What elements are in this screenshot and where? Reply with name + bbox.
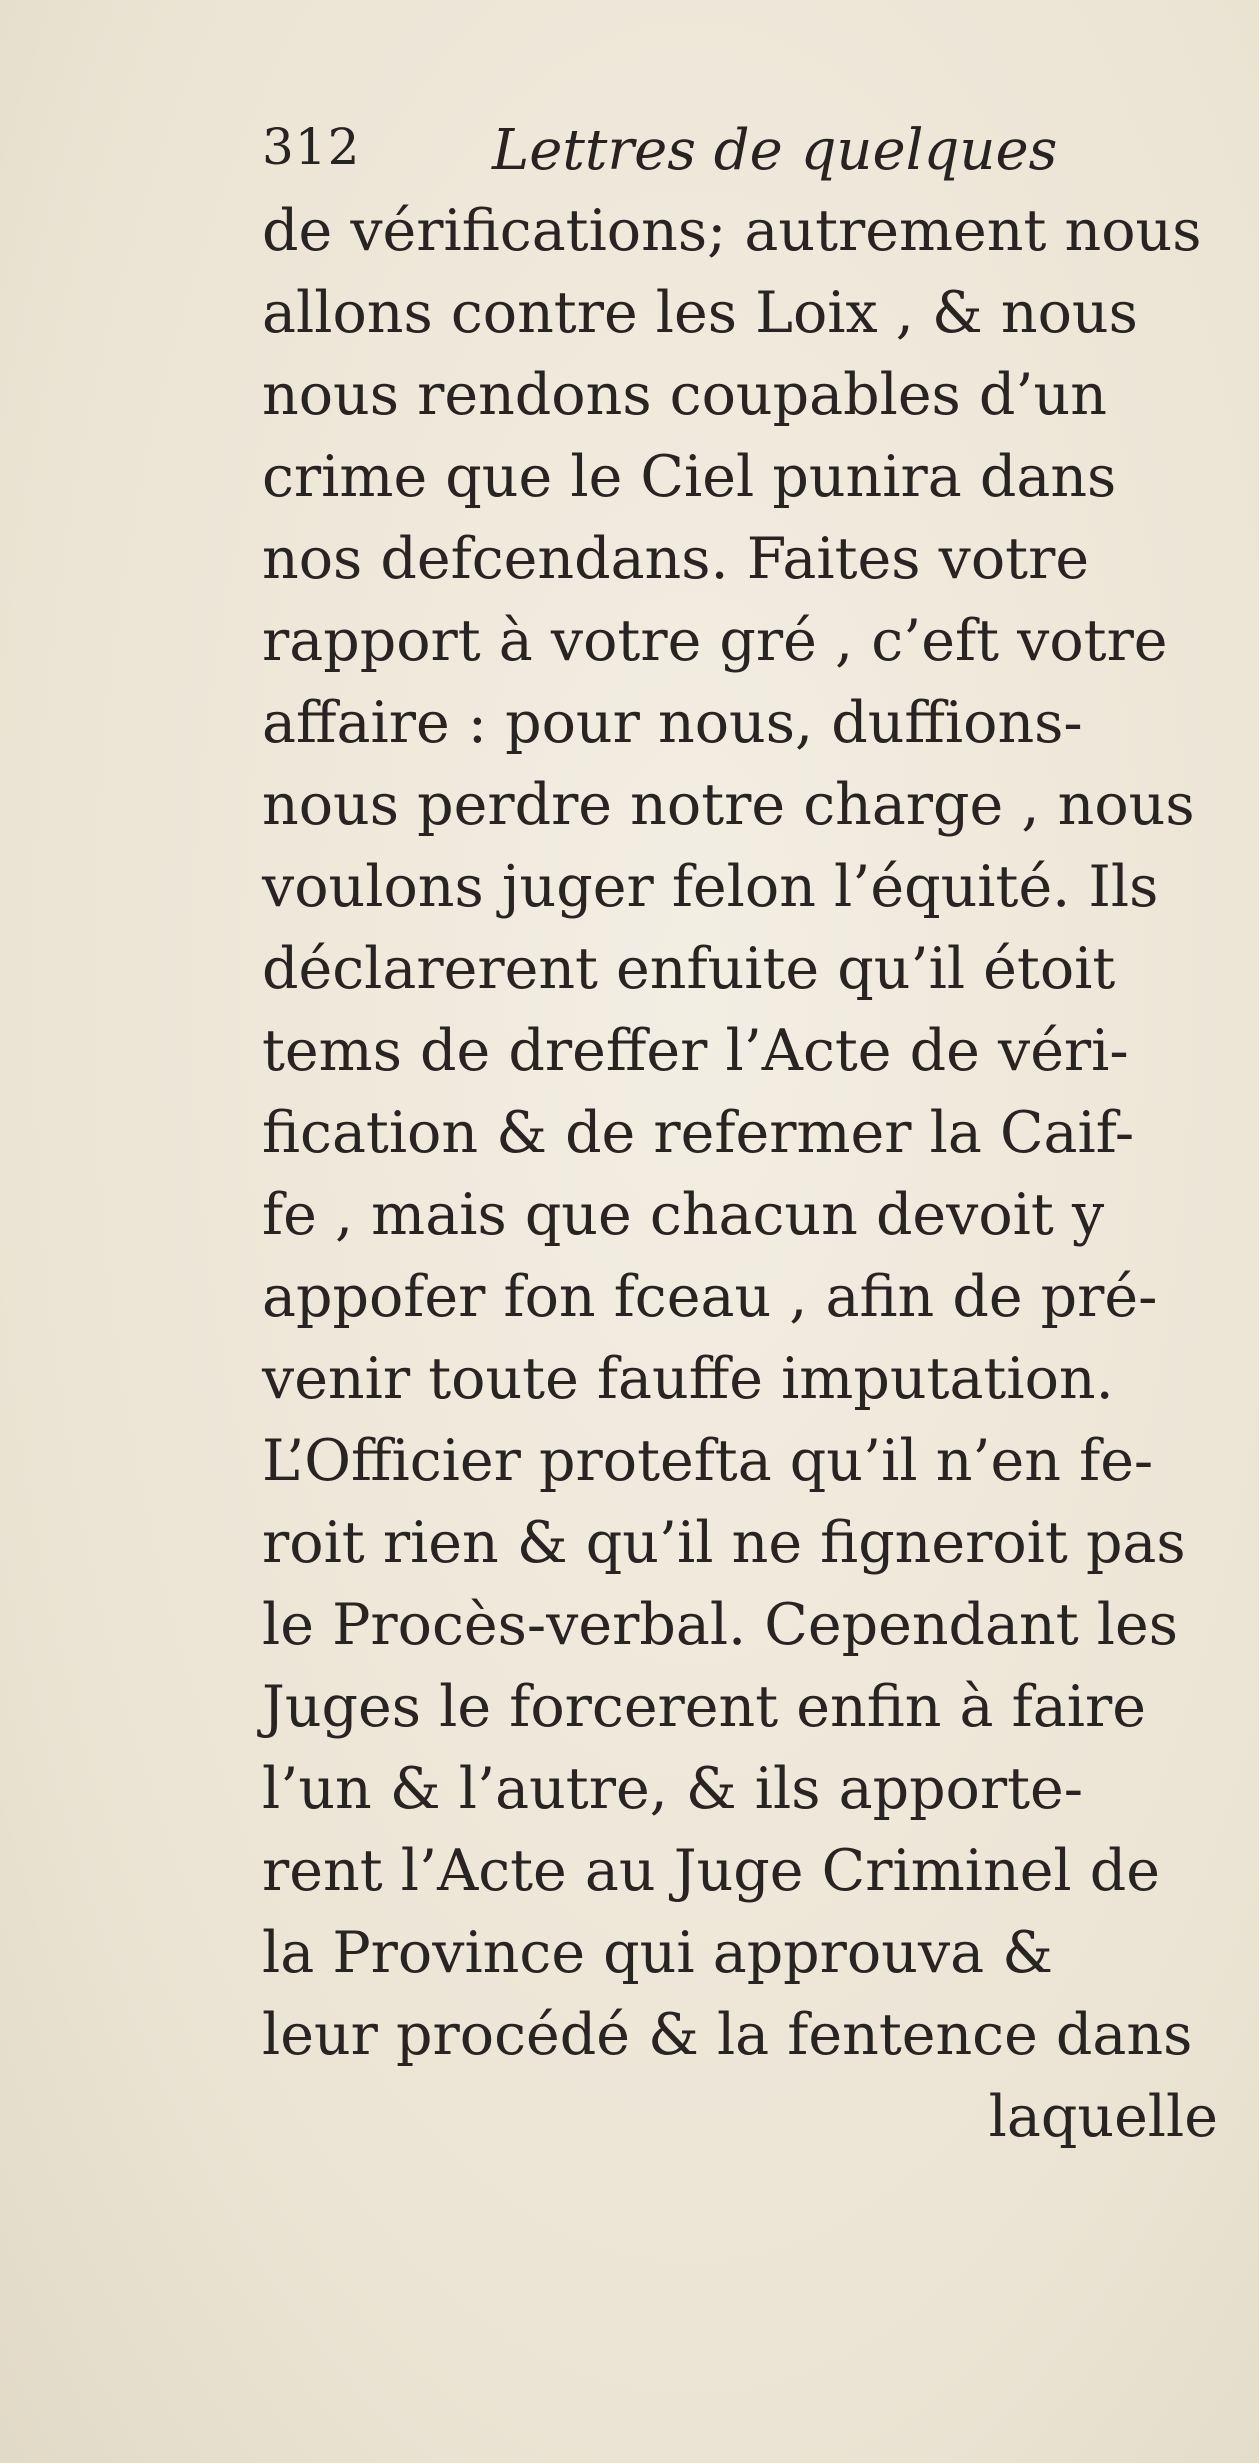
page-number: 312 bbox=[262, 118, 361, 176]
text-line: nous rendons coupables d’un bbox=[262, 362, 1107, 428]
text-line: la Province qui approuva & bbox=[262, 1920, 1053, 1986]
text-line: roit rien & qu’il ne figneroit pas bbox=[262, 1510, 1186, 1576]
catchword: laquelle bbox=[988, 2084, 1218, 2150]
text-line: de vérifications; autrement nous bbox=[262, 198, 1202, 264]
text-line: rapport à votre gré , c’eft votre bbox=[262, 608, 1168, 674]
text-line: l’un & l’autre, & ils apporte- bbox=[262, 1756, 1084, 1822]
text-line: tems de dreffer l’Acte de véri- bbox=[262, 1018, 1129, 1084]
text-line: déclarerent enfuite qu’il étoit bbox=[262, 936, 1116, 1002]
text-line: voulons juger felon l’équité. Ils bbox=[262, 854, 1159, 920]
text-line: appofer fon fceau , afin de pré- bbox=[262, 1264, 1158, 1330]
text-line: affaire : pour nous, duffions- bbox=[262, 690, 1083, 756]
text-line: allons contre les Loix , & nous bbox=[262, 280, 1138, 346]
text-line: L’Officier protefta qu’il n’en fe- bbox=[262, 1428, 1154, 1494]
text-line: fe , mais que chacun devoit y bbox=[262, 1182, 1105, 1248]
text-line: Juges le forcerent enfin à faire bbox=[262, 1674, 1146, 1740]
text-line: nos defcendans. Faites votre bbox=[262, 526, 1090, 592]
text-line: fication & de refermer la Caif- bbox=[262, 1100, 1135, 1166]
running-head: Lettres de quelques bbox=[492, 118, 1058, 183]
text-line: venir toute fauffe imputation. bbox=[262, 1346, 1114, 1412]
body-text bbox=[262, 190, 1252, 2158]
text-line: rent l’Acte au Juge Criminel de bbox=[262, 1838, 1161, 1904]
text-line: crime que le Ciel punira dans bbox=[262, 444, 1117, 510]
text-line: leur procédé & la fentence dans bbox=[262, 2002, 1193, 2068]
text-line: le Procès-verbal. Cependant les bbox=[262, 1592, 1178, 1658]
text-line: nous perdre notre charge , nous bbox=[262, 772, 1195, 838]
